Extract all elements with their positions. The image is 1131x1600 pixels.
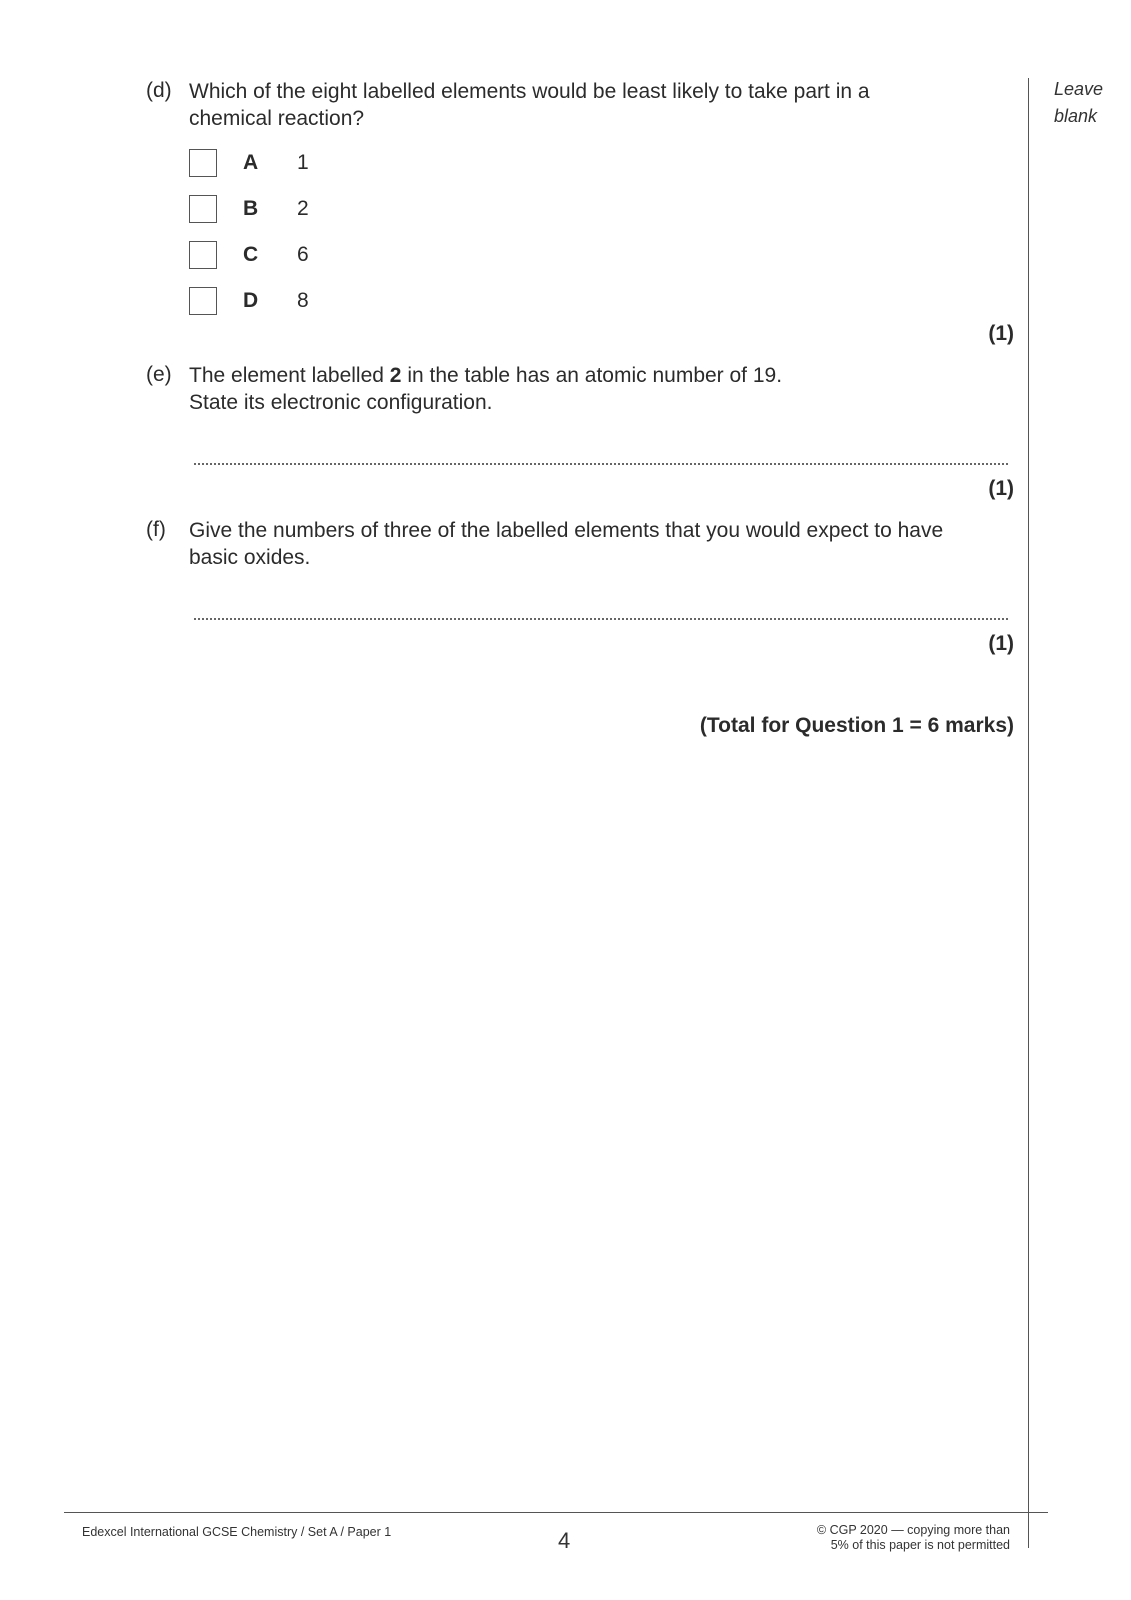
option-c-value: 6 bbox=[297, 243, 309, 266]
footer-rule bbox=[64, 1512, 1048, 1513]
question-e-text-start: The element labelled bbox=[189, 364, 390, 387]
leave-blank-note bbox=[1054, 76, 1103, 130]
option-a-checkbox[interactable] bbox=[189, 149, 217, 177]
option-a-value: 1 bbox=[297, 151, 309, 174]
question-f-marks: (1) bbox=[988, 632, 1014, 655]
question-f-label: (f) bbox=[146, 518, 166, 541]
leave-blank-line2: blank bbox=[1054, 106, 1098, 126]
question-f-answer-line[interactable] bbox=[194, 618, 1008, 620]
question-e-marks: (1) bbox=[988, 477, 1014, 500]
question-d-label: (d) bbox=[146, 79, 172, 102]
question-total: (Total for Question 1 = 6 marks) bbox=[699, 714, 1014, 737]
option-d-letter: D bbox=[243, 289, 259, 312]
option-b-value: 2 bbox=[297, 197, 309, 220]
leave-blank-line1: Leave bbox=[1054, 79, 1104, 99]
footer-copyright-line2: 5% of this paper is not permitted bbox=[830, 1538, 1010, 1552]
option-b-checkbox[interactable] bbox=[189, 195, 217, 223]
option-a-letter: A bbox=[243, 151, 259, 174]
option-b-letter: B bbox=[243, 197, 259, 220]
question-e-answer-line[interactable] bbox=[194, 463, 1008, 465]
question-e-text-bold: 2 bbox=[389, 364, 402, 387]
option-d-checkbox[interactable] bbox=[189, 287, 217, 315]
option-c-letter: C bbox=[243, 243, 259, 266]
footer-copyright bbox=[760, 1523, 1010, 1553]
question-e-label: (e) bbox=[146, 363, 172, 386]
footer-left-text: Edexcel International GCSE Chemistry / Set A / Paper 1 bbox=[82, 1525, 392, 1539]
option-c-checkbox[interactable] bbox=[189, 241, 217, 269]
question-d-marks: (1) bbox=[988, 322, 1014, 345]
page-number: 4 bbox=[558, 1528, 571, 1553]
margin-rule bbox=[1028, 78, 1029, 1548]
question-e-text bbox=[189, 362, 949, 416]
footer-copyright-line1: © CGP 2020 — copying more than bbox=[816, 1523, 1010, 1537]
option-d-value: 8 bbox=[297, 289, 309, 312]
question-f-text: Give the numbers of three of the labelled elements that you would expect to have basic oxides. bbox=[189, 519, 944, 569]
question-e-text-line2: State its electronic configuration. bbox=[189, 391, 493, 414]
question-e-text-end: in the table has an atomic number of 19. bbox=[401, 364, 783, 387]
question-d-text: Which of the eight labelled elements would be least likely to take part in a chemical reaction? bbox=[189, 80, 870, 130]
